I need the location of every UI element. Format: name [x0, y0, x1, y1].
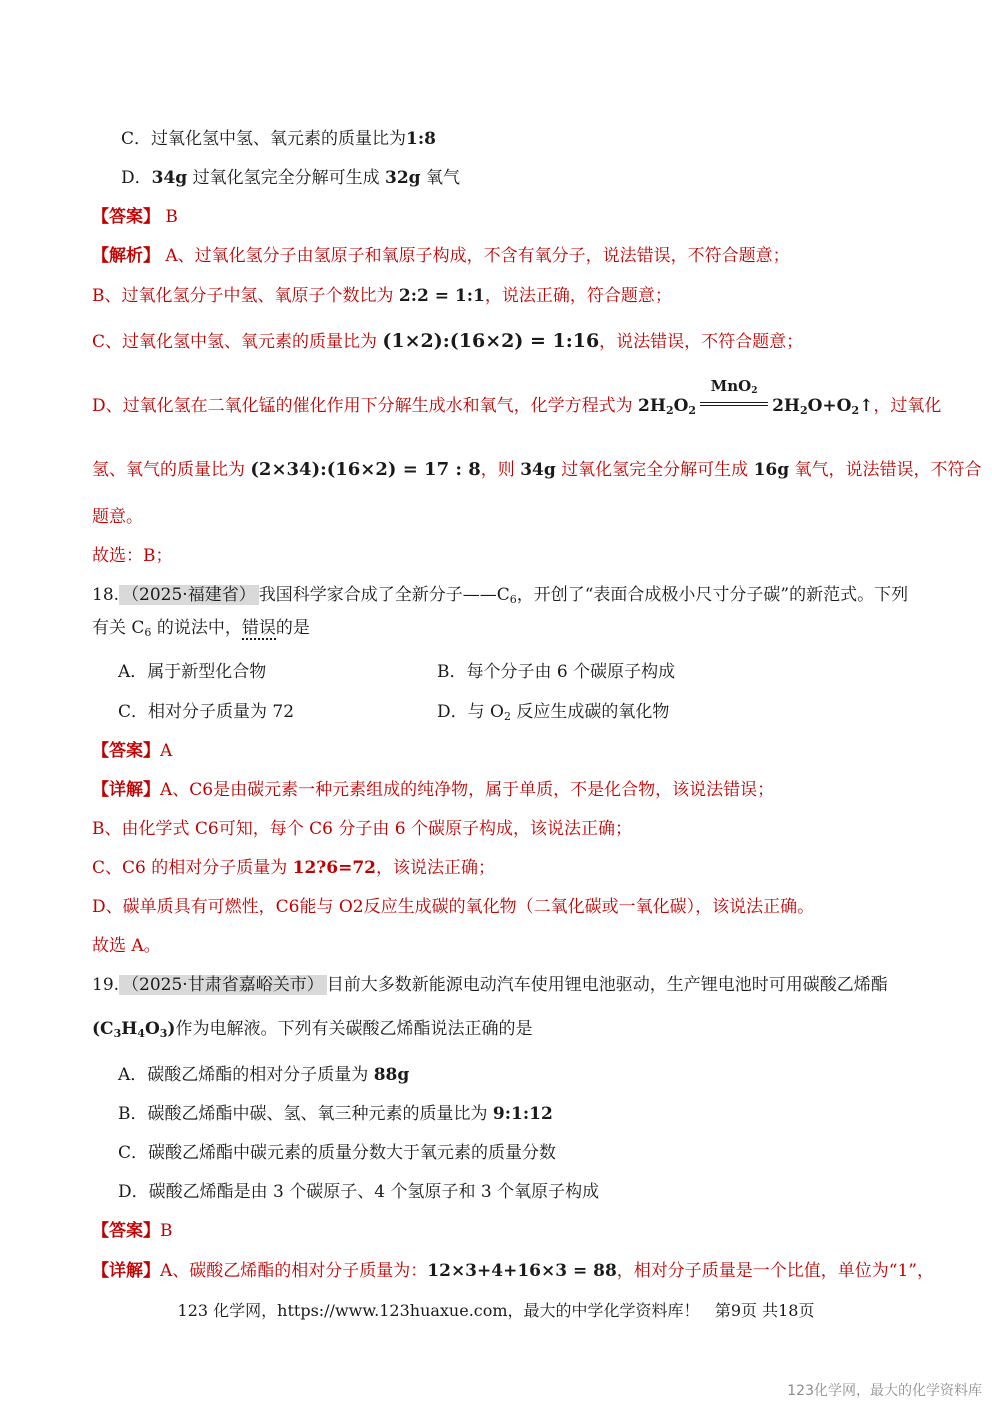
q19-option-a: A．碳酸乙烯酯的相对分子质量为 88g [118, 1065, 410, 1085]
q18-option-c: C．相对分子质量为 72 [118, 702, 295, 722]
q19-stem-line2: $(C_3H_4O_3)$作为电解液。下列有关碳酸乙烯酯说法正确的是 [92, 1019, 533, 1040]
reaction-condition: MnO$_2$ [696, 394, 772, 418]
q17-analysis-d-line1: D、过氧化氢在二氧化锰的催化作用下分解生成水和氧气，化学方程式为 $2H_2O_2$ MnO$_2$ $2H_2O+O_2↑$，过氧化 [92, 377, 942, 417]
q17-analysis-a: 【解析】 A、过氧化氢分子由氢原子和氧原子构成，不含有氧分子，说法错误，不符合题意； [92, 246, 790, 266]
chemical-equation: $2H_2O_2$ MnO$_2$ $2H_2O+O_2↑$ [638, 377, 874, 417]
q17-analysis-d-line2: 氢、氧气的质量比为 (2×34):(16×2) = 17 : 8，则 34g 过氧化氢完全分解可生成 16g 氧气，说法错误，不符合 [92, 459, 982, 480]
q19-option-d: D．碳酸乙烯酯是由 3 个碳原子、4 个氢原子和 3 个氧原子构成 [118, 1182, 600, 1202]
q18-answer: 【答案】A [92, 741, 173, 761]
q18-option-d: D．与 $O_2$ 反应生成碳的氧化物 [437, 702, 670, 723]
q18-detail-c: C、C6 的相对分子质量为 12?6=72，该说法正确； [92, 858, 495, 878]
q17-conclusion: 故选：B； [92, 546, 173, 566]
q19-detail-a: 【详解】A、碳酸乙烯酯的相对分子质量为：12×3+4+16×3 = 88，相对分子质量是一个比值，单位为“1”， [92, 1261, 934, 1281]
q17-option-c: C．过氧化氢中氢、氧元素的质量比为1:8 [121, 129, 436, 149]
q18-option-b: B．每个分子由 6 个碳原子构成 [437, 662, 676, 682]
page-footer: 123 化学网，https://www.123huaxue.com，最大的中学化学资料库！ 第9页 共18页 [177, 1301, 815, 1320]
q18-detail-b: B、由化学式 C6可知，每个 C6 分子由 6 个碳原子构成，该说法正确； [92, 819, 632, 839]
q18-detail-a: 【详解】A、C6是由碳元素一种元素组成的纯净物，属于单质，不是化合物，该说法错误； [92, 780, 775, 800]
q19-answer: 【答案】B [92, 1221, 173, 1241]
source-badge: （2025·甘肃省嘉峪关市） [119, 975, 327, 995]
q18-stem-line1: 18. （2025·福建省） 我国科学家合成了全新分子$——C_6$，开创了“表面合成极小尺寸分子碳”的新范式。下列 [92, 585, 909, 606]
q17-analysis-c: C、过氧化氢中氢、氧元素的质量比为 (1×2):(16×2) = 1:16，说法错误，不符合题意； [92, 330, 804, 352]
source-badge: （2025·福建省） [119, 585, 259, 605]
q18-conclusion: 故选 A。 [92, 936, 161, 956]
q18-stem-line2: 有关 $C_6$ 的说法中，错误的是 [92, 618, 310, 639]
q19-option-b: B．碳酸乙烯酯中碳、氢、氧三种元素的质量比为 9:1:12 [118, 1104, 553, 1124]
formula: $(C_3H_4O_3)$ [92, 1019, 176, 1040]
q19-option-c: C．碳酸乙烯酯中碳元素的质量分数大于氧元素的质量分数 [118, 1143, 557, 1163]
watermark: 123化学网，最大的化学资料库 [787, 1383, 982, 1399]
q18-option-a: A．属于新型化合物 [118, 662, 267, 682]
q17-option-d: D．34g 过氧化氢完全分解可生成 32g 氧气 [121, 168, 460, 188]
q17-answer: 【答案】 B [92, 207, 178, 227]
q17-analysis-d-line3: 题意。 [92, 507, 143, 527]
q19-stem-line1: 19. （2025·甘肃省嘉峪关市） 目前大多数新能源电动汽车使用锂电池驱动，生产锂电池时可用碳酸乙烯酯 [92, 975, 888, 995]
page-number: 第9页 共18页 [714, 1301, 815, 1320]
q17-analysis-b: B、过氧化氢分子中氢、氧原子个数比为 2:2 = 1:1，说法正确，符合题意； [92, 286, 672, 306]
q18-detail-d: D、碳单质具有可燃性，C6能与 O2反应生成碳的氧化物（二氧化碳或一氧化碳），该说法正确。 [92, 897, 815, 917]
